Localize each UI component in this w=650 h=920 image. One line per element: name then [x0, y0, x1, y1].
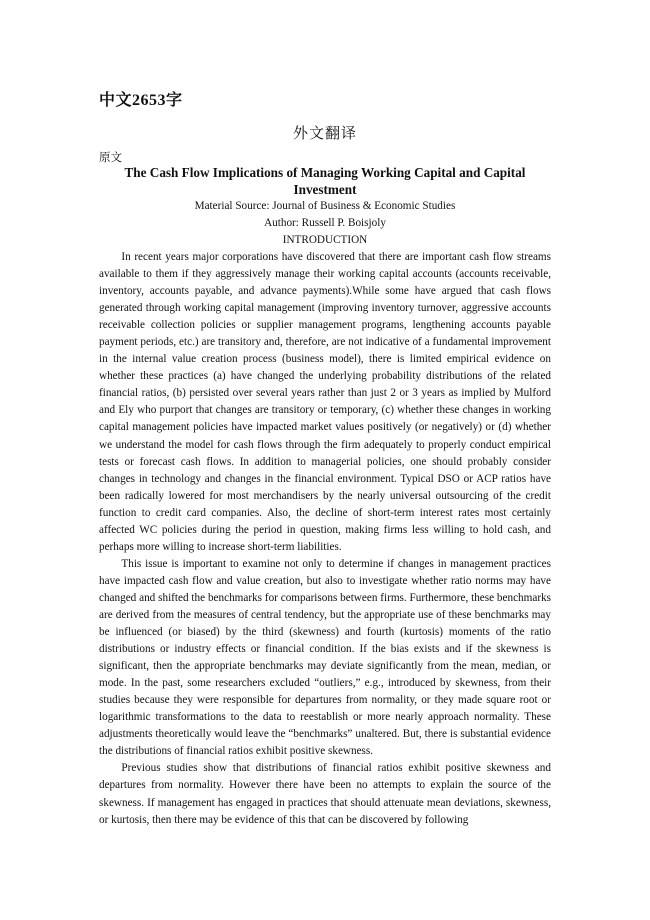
material-source: Material Source: Journal of Business & Economic Studies	[194, 200, 456, 212]
translation-heading: 外文翻译	[292, 126, 357, 142]
word-count: 中文2653字	[99, 92, 183, 109]
article-title: The Cash Flow Implications of Managing Working Capital and Capital Investment	[124, 165, 526, 197]
article-body	[99, 249, 551, 829]
paragraph: This issue is important to examine not only to determine if changes in management practices have impacted cash flow and value creation, but also to investigate whether ratio norms may have changed and shifted the benchmarks for comparisons between firms. Furthermore, these benchmarks are derived from the measures of central tendency, but the appropriate use of these benchmarks may be influenced (or biased) by the third (skewness) and fourth (kurtosis) moments of the ratio distributions or industry effects or financial condition. If the bias exists and if the skewness is significant, then the appropriate benchmarks may deviate significantly from the mean, median, or mode. In the past, some researchers excluded “outliers,” e.g., introduced by skewness, from their studies because they were responsible for departures from normality, or they made square root or logarithmic transformations to the data to reestablish or more nearly approach normality. These adjustments theoretically would leave the “benchmarks” unaltered. But, there is substantial evidence the distributions of financial ratios exhibit positive skewness.	[99, 557, 551, 758]
paragraph: Previous studies show that distributions of financial ratios exhibit positive skewness and departures from normality. However there have been no attempts to explain the source of the skewness. If management has engaged in practices that should attenuate mean deviations, skewness, or kurtosis, then there may be evidence of this that can be discovered by following	[99, 762, 551, 826]
section-heading: INTRODUCTION	[282, 234, 368, 246]
author-line: Author: Russell P. Boisjoly	[264, 217, 386, 229]
original-text-label: 原文	[99, 152, 122, 164]
paragraph: In recent years major corporations have discovered that there are important cash flow streams available to them if they aggressively manage their working capital accounts (accounts receivable, inventory, accounts payable, and advance payments).While some have argued that cash flows generated through working capital management (improving inventory turnover, aggressive accounts receivable collection policies or supplier management programs, lengthening accounts payable payment periods, etc.) are transitory and, therefore, are not indicative of a fundamental improvement in the internal value creation process (business model), there is limited empirical evidence on whether these practices (a) have changed the underlying probability distributions of the related financial ratios, (b) persisted over several years rather than just 2 or 3 years as implied by Mulford and Ely who purport that changes are transitory or temporary, (c) whether these changes in working capital management policies have impacted market values positively (or negatively) or (d) whether we understand the model for cash flows through the firm adequately to properly conduct empirical tests or forecast cash flows. In addition to managerial policies, one should probably consider changes in technology and changes in the financial environment. Typical DSO or ACP ratios have been radically lowered for most merchandisers by the nearly universal outsourcing of the credit function to credit card companies. Also, the decline of short-term interest rates most certainly affected WC policies during the period in question, making firms less willing to hold cash, and perhaps more willing to increase short-term liabilities.	[99, 251, 551, 553]
